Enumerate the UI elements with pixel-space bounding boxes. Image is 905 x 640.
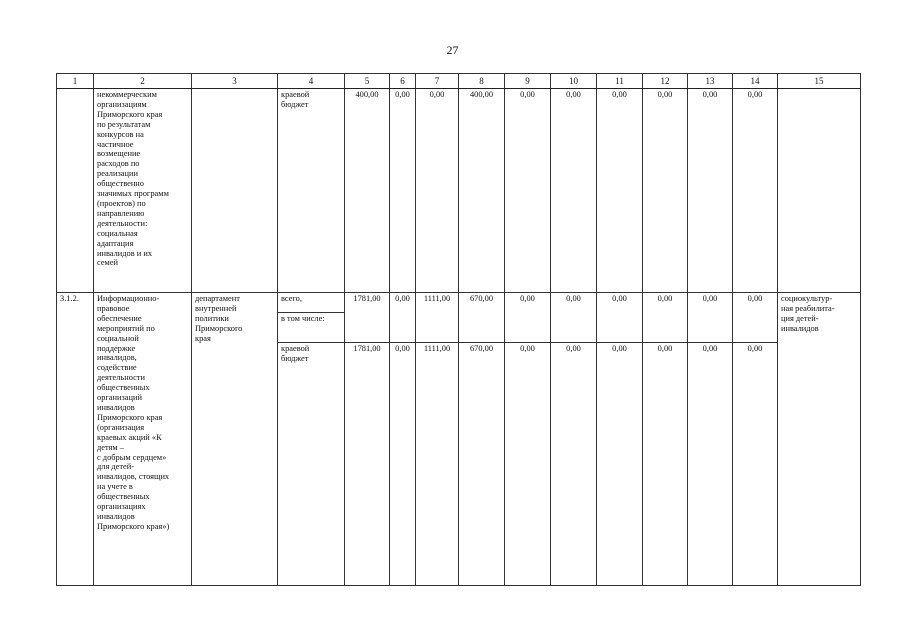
value-cell: 0,00 <box>551 89 597 293</box>
column-header-5: 5 <box>345 74 390 89</box>
table-row <box>57 89 861 293</box>
value-cell: 1781,00 <box>345 293 390 343</box>
table-row <box>57 293 861 313</box>
value-cell: 0,00 <box>688 343 733 586</box>
value-cell: 1111,00 <box>416 293 459 343</box>
page-number: 27 <box>446 43 459 57</box>
column-header-13: 13 <box>688 74 733 89</box>
value-cell: 0,00 <box>733 343 778 586</box>
value-cell: 0,00 <box>551 293 597 343</box>
activity-name-cell: Информационно- правовое обеспечение мероприятий по социальной поддержке инвалидов, содействие деятельности общественных организаций инвалидов Приморского края (организация краевых акций «К детям – с добрым сердцем» для детей- инвалидов, стоящих на учете в общественных организациях инвалидов Приморского края») <box>94 293 192 586</box>
column-header-6: 6 <box>390 74 416 89</box>
value-cell: 0,00 <box>643 89 688 293</box>
result-cell <box>778 89 861 293</box>
column-header-4: 4 <box>278 74 345 89</box>
column-header-7: 7 <box>416 74 459 89</box>
funding-source-cell: краевой бюджет <box>278 89 345 293</box>
value-cell: 0,00 <box>597 89 643 293</box>
value-cell: 0,00 <box>597 293 643 343</box>
column-header-9: 9 <box>505 74 551 89</box>
result-cell: социокультур- ная реабилита- ция детей- инвалидов <box>778 293 861 586</box>
value-cell: 0,00 <box>688 89 733 293</box>
value-cell: 0,00 <box>643 293 688 343</box>
activity-name-cell: некоммерческим организациям Приморского края по результатам конкурсов на частичное возмещение расходов по реализации общественно значимых программ (проектов) по направлению деятельности: социальная адаптация инвалидов и их семей <box>94 89 192 293</box>
value-cell: 0,00 <box>390 89 416 293</box>
value-cell: 670,00 <box>459 293 505 343</box>
value-cell: 0,00 <box>597 343 643 586</box>
value-cell: 0,00 <box>390 293 416 343</box>
column-header-3: 3 <box>192 74 278 89</box>
executor-cell <box>192 89 278 293</box>
row-number-cell <box>57 89 94 293</box>
value-cell: 0,00 <box>505 343 551 586</box>
column-header-14: 14 <box>733 74 778 89</box>
value-cell: 670,00 <box>459 343 505 586</box>
column-header-1: 1 <box>57 74 94 89</box>
value-cell: 400,00 <box>345 89 390 293</box>
value-cell: 0,00 <box>505 293 551 343</box>
budget-table <box>56 73 861 586</box>
funding-including-cell: в том числе: <box>278 313 345 343</box>
funding-total-cell: всего, <box>278 293 345 313</box>
column-header-11: 11 <box>597 74 643 89</box>
value-cell: 0,00 <box>733 89 778 293</box>
value-cell: 0,00 <box>643 343 688 586</box>
funding-source-cell: краевой бюджет <box>278 343 345 586</box>
column-header-15: 15 <box>778 74 861 89</box>
column-header-8: 8 <box>459 74 505 89</box>
value-cell: 0,00 <box>416 89 459 293</box>
value-cell: 1111,00 <box>416 343 459 586</box>
value-cell: 1781,00 <box>345 343 390 586</box>
executor-cell: департамент внутренней политики Приморского края <box>192 293 278 586</box>
column-header-10: 10 <box>551 74 597 89</box>
value-cell: 0,00 <box>733 293 778 343</box>
value-cell: 0,00 <box>688 293 733 343</box>
value-cell: 0,00 <box>551 343 597 586</box>
row-number-cell: 3.1.2. <box>57 293 94 586</box>
header-row <box>57 74 861 89</box>
value-cell: 0,00 <box>505 89 551 293</box>
column-header-2: 2 <box>94 74 192 89</box>
value-cell: 0,00 <box>390 343 416 586</box>
column-header-12: 12 <box>643 74 688 89</box>
value-cell: 400,00 <box>459 89 505 293</box>
